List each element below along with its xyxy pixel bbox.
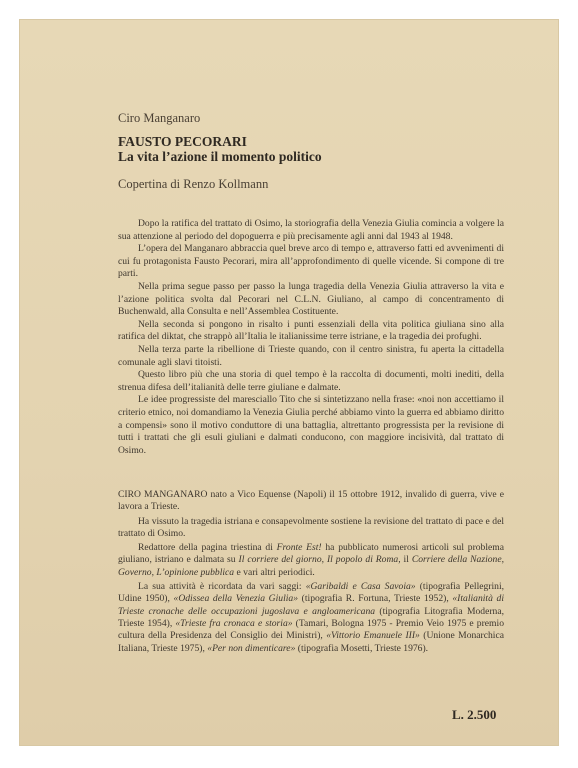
book-title: FAUSTO PECORARI	[118, 134, 247, 149]
bio-text: (Unione Monarchica Italiana, Trieste 1975),	[118, 630, 504, 654]
bio-text: e vari altri periodici.	[234, 566, 315, 578]
author-biography	[118, 489, 504, 657]
bio-text: ha pubblicato numerosi articoli sul problema giuliano, istriano e dalmata su	[118, 542, 505, 566]
bio-text: (tipografia Mosetti, Trieste 1976).	[295, 642, 429, 654]
bio-paragraph: Ha vissuto la tragedia istriana e consapevolmente sostiene la revisione del trattato di pace e del trattato di Osimo.	[118, 515, 504, 539]
bio-text: Redattore della pagina triestina di	[138, 542, 277, 554]
essay-title: «Trieste fra cronaca e storia»	[175, 617, 293, 629]
synopsis-paragraph: Nella prima segue passo per passo la lunga tragedia della Venezia Giulia attraverso la vita e l’azione politica svolta dal Pecorari nel C.L.N. Giuliano, al campo di concentramento di Buchenwald, alla Consulta e nell’Assemblea Costituente.	[118, 280, 504, 318]
bio-paragraph	[118, 581, 504, 655]
synopsis-paragraph: Nella terza parte la ribellione di Trieste quando, con il centro sinistra, fu aperta la cittadella comunale agli slavi titoisti.	[118, 343, 504, 368]
price-label: L. 2.500	[452, 707, 497, 722]
synopsis-paragraph: Nella seconda si pongono in risalto i punti essenziali della vita politica giuliana sino alla ratifica del diktat, che strappò all’Italia le italianissime terre istriane, e la tragedia dei profughi.	[118, 318, 504, 343]
essay-title: «Per non dimenticare»	[207, 642, 296, 654]
bio-text: (tipografia Pellegrini, Udine 1950),	[118, 581, 505, 605]
book-subtitle: La vita l’azione il momento politico	[118, 149, 322, 164]
synopsis-paragraph: L’opera del Manganaro abbraccia quel breve arco di tempo e, attraverso fatti ed avvenimenti di cui fu protagonista Fausto Pecorari, mira all’approfondimento di quelle vicende. Si compone di tre parti.	[118, 243, 504, 280]
periodical-title: Fronte Est!	[276, 542, 322, 554]
synopsis-paragraph: Le idee progressiste del maresciallo Tito che si sintetizzano nella frase: «noi non accettiamo il criterio etnico, noi domandiamo la Venezia Giulia perché abbiamo vinto la guerra ed abbiamo diritto a compensi» sono il motivo conduttore di una battaglia, altrettanto progressista per la revisione di tutti i trattati che gli esuli giuliani e dalmati conducono, con maggiore incisività, dal trattato di Osimo.	[118, 394, 504, 456]
periodical-title: Corriere della Nazione, Governo, L’opinione pubblica	[118, 554, 504, 578]
synopsis	[118, 218, 504, 457]
bio-text: (tipografia R. Fortuna, Trieste 1952),	[298, 593, 453, 605]
bio-paragraph	[118, 542, 504, 579]
bio-text: (Tamari, Bologna 1975 - Premio Veio 1975 e premio cultura della Presidenza del Consiglio dei Ministri),	[118, 617, 504, 642]
essay-title: «Odissea della Venezia Giulia»	[173, 593, 299, 605]
periodical-title: Il corriere del giorno, Il popolo di Roma,	[238, 554, 401, 566]
synopsis-paragraph: Dopo la ratifica del trattato di Osimo, la storiografia della Venezia Giulia comincia a volgere la sua attenzione al periodo del dopoguerra e più precisamente agli anni dal 1943 al 1948.	[118, 218, 504, 242]
cover-credit: Copertina di Renzo Kollmann	[118, 177, 269, 191]
bio-paragraph: CIRO MANGANARO nato a Vico Equense (Napoli) il 15 ottobre 1912, invalido di guerra, vive e lavora a Trieste.	[118, 489, 504, 513]
essay-title: «Garibaldi e Casa Savoia»	[305, 581, 416, 593]
bio-text: il	[400, 554, 412, 566]
author-name: Ciro Manganaro	[118, 111, 201, 125]
essay-title: «Italianità di Trieste cronache delle occupazioni jugoslava e angloamericana	[118, 593, 504, 617]
essay-title: «Vittorio Emanuele III»	[326, 630, 420, 642]
synopsis-paragraph: Questo libro più che una storia di quel tempo è la raccolta di documenti, molti inediti, della strenua difesa dell’italianità delle terre giuliane e dalmate.	[118, 369, 504, 393]
bio-text: (tipografia Litografia Moderna, Trieste 1954),	[118, 605, 504, 629]
bio-text: La sua attività è ricordata da vari saggi:	[138, 581, 306, 593]
